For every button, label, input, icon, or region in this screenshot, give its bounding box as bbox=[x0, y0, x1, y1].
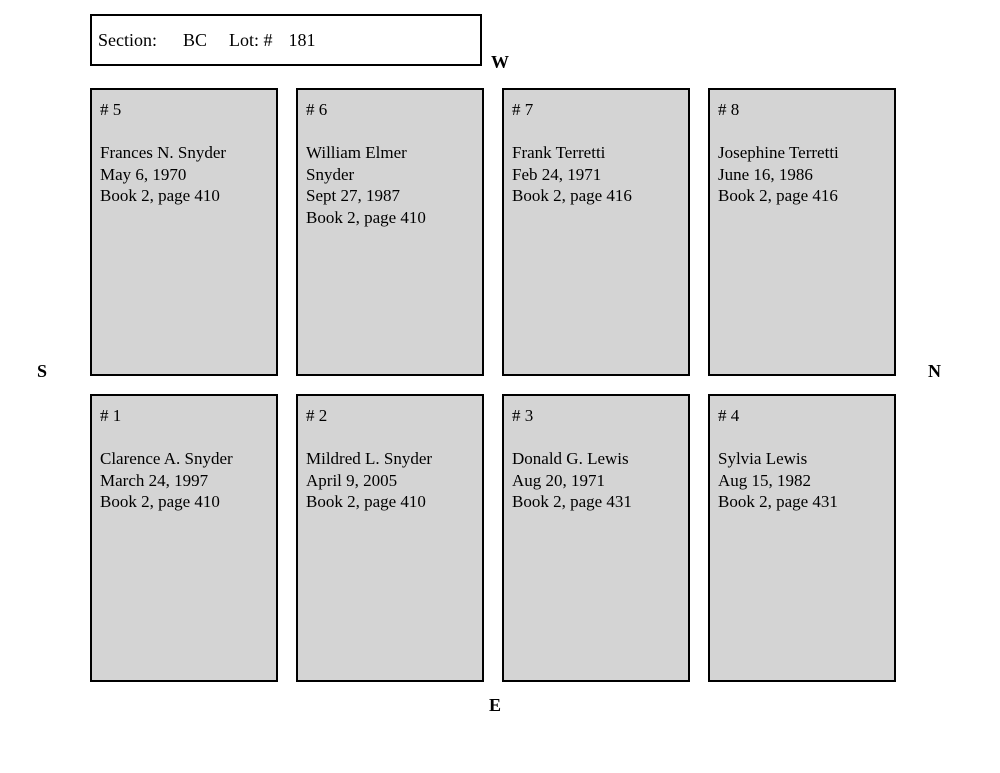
plot-detail-line: Aug 15, 1982 bbox=[718, 470, 812, 490]
plot-cell bbox=[296, 394, 484, 682]
plot-detail-line: Sylvia Lewis bbox=[718, 449, 808, 468]
plot-number: # 3 bbox=[512, 406, 534, 425]
plot-details bbox=[100, 448, 276, 513]
section-label: Section: bbox=[98, 29, 157, 50]
section-value: BC bbox=[183, 29, 208, 50]
plot-cell bbox=[708, 394, 896, 682]
plot-detail-line: Book 2, page 416 bbox=[718, 186, 838, 205]
lot-value: 181 bbox=[288, 29, 316, 50]
plot-details bbox=[306, 448, 482, 513]
plot-row-top bbox=[90, 88, 896, 376]
plot-number: # 4 bbox=[718, 406, 740, 425]
plot-detail-line: Frank Terretti bbox=[512, 143, 606, 162]
plot-detail-line: Book 2, page 410 bbox=[100, 492, 220, 511]
plot-detail-line: April 9, 2005 bbox=[306, 470, 398, 490]
plot-detail-line: Book 2, page 410 bbox=[306, 492, 426, 511]
plot-details bbox=[306, 142, 482, 228]
compass-label-south: S bbox=[37, 361, 48, 381]
plot-number: # 8 bbox=[718, 100, 740, 119]
plot-detail-line: Donald G. Lewis bbox=[512, 449, 629, 468]
plot-number: # 7 bbox=[512, 100, 534, 119]
plot-detail-line: Josephine Terretti bbox=[718, 143, 839, 162]
plot-detail-line: Snyder bbox=[306, 164, 355, 184]
compass-label-west: W bbox=[491, 52, 509, 72]
plot-detail-line: Feb 24, 1971 bbox=[512, 164, 602, 184]
section-lot-header bbox=[90, 14, 482, 66]
plot-detail-line: Book 2, page 410 bbox=[306, 207, 426, 227]
plot-cell bbox=[502, 394, 690, 682]
plot-row-bottom bbox=[90, 394, 896, 682]
plot-details bbox=[718, 142, 894, 207]
plot-details bbox=[718, 448, 894, 513]
compass-label-north: N bbox=[928, 361, 941, 381]
plot-detail-line: Book 2, page 410 bbox=[100, 186, 220, 205]
plot-details bbox=[512, 448, 688, 513]
plot-detail-line: Book 2, page 431 bbox=[718, 492, 838, 511]
compass-label-east: E bbox=[489, 695, 502, 715]
plot-cell bbox=[502, 88, 690, 376]
plot-cell bbox=[708, 88, 896, 376]
plot-details bbox=[512, 142, 688, 207]
plot-detail-line: Mildred L. Snyder bbox=[306, 449, 433, 468]
plot-detail-line: Clarence A. Snyder bbox=[100, 449, 233, 468]
lot-label: Lot: # bbox=[229, 29, 273, 50]
plot-number: # 6 bbox=[306, 100, 328, 119]
plot-cell bbox=[90, 88, 278, 376]
plot-detail-line: June 16, 1986 bbox=[718, 164, 813, 184]
plot-number: # 5 bbox=[100, 100, 122, 119]
plot-cell bbox=[90, 394, 278, 682]
plot-cell bbox=[296, 88, 484, 376]
plot-detail-line: March 24, 1997 bbox=[100, 470, 209, 490]
plot-detail-line: Sept 27, 1987 bbox=[306, 186, 400, 205]
plot-detail-line: Aug 20, 1971 bbox=[512, 470, 606, 490]
plot-detail-line: Book 2, page 431 bbox=[512, 492, 632, 511]
plot-details bbox=[100, 142, 276, 207]
plot-detail-line: Frances N. Snyder bbox=[100, 143, 227, 162]
plot-detail-line: William Elmer bbox=[306, 143, 407, 162]
plot-detail-line: Book 2, page 416 bbox=[512, 186, 632, 205]
plot-detail-line: May 6, 1970 bbox=[100, 164, 187, 184]
plot-number: # 2 bbox=[306, 406, 328, 425]
plot-number: # 1 bbox=[100, 406, 122, 425]
